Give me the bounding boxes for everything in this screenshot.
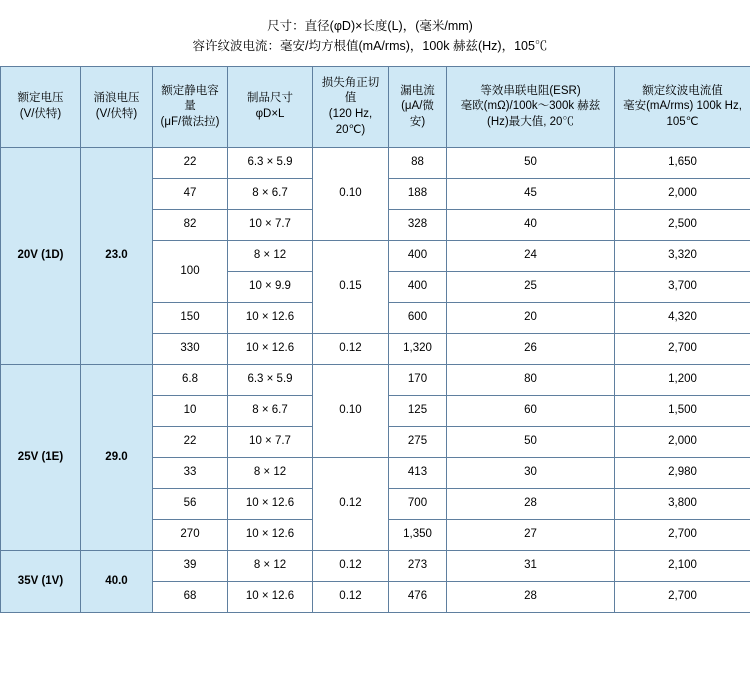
cell-dissipation-factor: 0.12	[313, 458, 389, 551]
cell-size: 10 × 12.6	[228, 334, 313, 365]
cell-leakage-current: 600	[389, 303, 447, 334]
cell-capacitance: 22	[153, 148, 228, 179]
cell-capacitance: 33	[153, 458, 228, 489]
cell-capacitance: 330	[153, 334, 228, 365]
cell-leakage-current: 700	[389, 489, 447, 520]
cell-leakage-current: 188	[389, 179, 447, 210]
cell-capacitance: 82	[153, 210, 228, 241]
cell-capacitance: 39	[153, 551, 228, 582]
cell-size: 10 × 7.7	[228, 210, 313, 241]
cell-leakage-current: 88	[389, 148, 447, 179]
cell-ripple-current: 3,320	[615, 241, 750, 272]
cell-capacitance: 100	[153, 241, 228, 303]
col-header-size: 制品尺寸 φD×L	[228, 67, 313, 148]
cell-rated-voltage: 25V (1E)	[1, 365, 81, 551]
cell-ripple-current: 2,700	[615, 582, 750, 613]
cell-leakage-current: 170	[389, 365, 447, 396]
cell-dissipation-factor: 0.10	[313, 148, 389, 241]
cell-dissipation-factor: 0.15	[313, 241, 389, 334]
cell-leakage-current: 125	[389, 396, 447, 427]
cell-size: 10 × 12.6	[228, 303, 313, 334]
cell-capacitance: 22	[153, 427, 228, 458]
cell-esr: 50	[447, 148, 615, 179]
col-header-ripple-current: 额定纹波电流值 毫安(mA/rms) 100k Hz, 105℃	[615, 67, 750, 148]
cell-dissipation-factor: 0.10	[313, 365, 389, 458]
cell-ripple-current: 2,700	[615, 520, 750, 551]
col-header-surge-voltage: 涌浪电压 (V/伏特)	[81, 67, 153, 148]
cell-dissipation-factor: 0.12	[313, 551, 389, 582]
cell-leakage-current: 328	[389, 210, 447, 241]
table-row	[1, 365, 750, 396]
cell-size: 8 × 6.7	[228, 396, 313, 427]
cell-ripple-current: 2,000	[615, 179, 750, 210]
cell-dissipation-factor: 0.12	[313, 582, 389, 613]
cell-leakage-current: 1,320	[389, 334, 447, 365]
cell-size: 8 × 12	[228, 241, 313, 272]
cell-esr: 20	[447, 303, 615, 334]
cell-surge-voltage: 29.0	[81, 365, 153, 551]
cell-esr: 26	[447, 334, 615, 365]
cell-ripple-current: 4,320	[615, 303, 750, 334]
cell-leakage-current: 476	[389, 582, 447, 613]
cell-capacitance: 47	[153, 179, 228, 210]
cell-capacitance: 10	[153, 396, 228, 427]
cell-surge-voltage: 23.0	[81, 148, 153, 365]
table-header-row	[1, 67, 750, 148]
cell-rated-voltage: 35V (1V)	[1, 551, 81, 613]
header-notes	[0, 0, 750, 56]
cell-ripple-current: 1,500	[615, 396, 750, 427]
cell-ripple-current: 2,100	[615, 551, 750, 582]
cell-ripple-current: 2,980	[615, 458, 750, 489]
table-body	[1, 148, 750, 613]
table-row	[1, 551, 750, 582]
cell-size: 10 × 12.6	[228, 489, 313, 520]
cell-esr: 28	[447, 582, 615, 613]
cell-leakage-current: 1,350	[389, 520, 447, 551]
cell-ripple-current: 3,800	[615, 489, 750, 520]
col-header-capacitance: 额定静电容量 (μF/微法拉)	[153, 67, 228, 148]
cell-capacitance: 68	[153, 582, 228, 613]
col-header-esr: 等效串联电阻(ESR) 毫欧(mΩ)/100k～300k 赫兹 (Hz)最大值, 20℃	[447, 67, 615, 148]
cell-size: 8 × 12	[228, 458, 313, 489]
cell-leakage-current: 273	[389, 551, 447, 582]
cell-ripple-current: 2,700	[615, 334, 750, 365]
cell-esr: 30	[447, 458, 615, 489]
cell-esr: 60	[447, 396, 615, 427]
cell-esr: 27	[447, 520, 615, 551]
cell-size: 6.3 × 5.9	[228, 148, 313, 179]
cell-rated-voltage: 20V (1D)	[1, 148, 81, 365]
cell-size: 8 × 12	[228, 551, 313, 582]
cell-capacitance: 56	[153, 489, 228, 520]
cell-dissipation-factor: 0.12	[313, 334, 389, 365]
cell-capacitance: 270	[153, 520, 228, 551]
cell-size: 8 × 6.7	[228, 179, 313, 210]
cell-ripple-current: 1,200	[615, 365, 750, 396]
cell-leakage-current: 413	[389, 458, 447, 489]
cell-esr: 80	[447, 365, 615, 396]
cell-ripple-current: 3,700	[615, 272, 750, 303]
cell-surge-voltage: 40.0	[81, 551, 153, 613]
cell-capacitance: 6.8	[153, 365, 228, 396]
col-header-rated-voltage: 额定电压 (V/伏特)	[1, 67, 81, 148]
cell-leakage-current: 400	[389, 241, 447, 272]
cell-esr: 50	[447, 427, 615, 458]
cell-esr: 45	[447, 179, 615, 210]
col-header-dissipation-factor: 损失角正切值 (120 Hz, 20℃)	[313, 67, 389, 148]
cell-esr: 28	[447, 489, 615, 520]
cell-esr: 25	[447, 272, 615, 303]
table-row	[1, 148, 750, 179]
cell-size: 10 × 12.6	[228, 520, 313, 551]
cell-ripple-current: 2,000	[615, 427, 750, 458]
cell-esr: 31	[447, 551, 615, 582]
cell-size: 6.3 × 5.9	[228, 365, 313, 396]
cell-size: 10 × 7.7	[228, 427, 313, 458]
cell-ripple-current: 1,650	[615, 148, 750, 179]
cell-size: 10 × 12.6	[228, 582, 313, 613]
cell-leakage-current: 400	[389, 272, 447, 303]
col-header-leakage-current: 漏电流 (μA/微 安)	[389, 67, 447, 148]
cell-capacitance: 150	[153, 303, 228, 334]
note-ripple-current: 容许纹波电流：毫安/均方根值(mA/rms)，100k 赫兹(Hz)，105℃	[192, 39, 548, 53]
cell-leakage-current: 275	[389, 427, 447, 458]
cell-esr: 40	[447, 210, 615, 241]
capacitor-spec-table	[0, 66, 750, 613]
note-dimensions: 尺寸：直径(φD)×长度(L)，(毫米/mm)	[267, 19, 473, 33]
cell-esr: 24	[447, 241, 615, 272]
cell-size: 10 × 9.9	[228, 272, 313, 303]
cell-ripple-current: 2,500	[615, 210, 750, 241]
